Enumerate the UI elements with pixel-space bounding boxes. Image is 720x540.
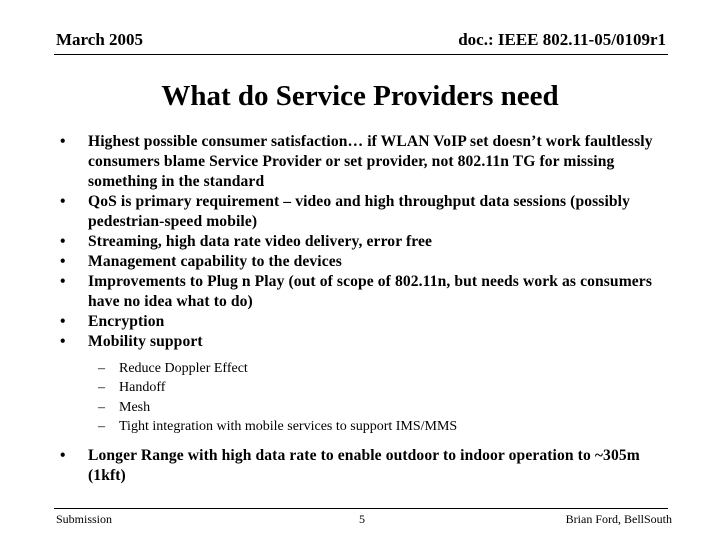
bullet-item — [60, 192, 680, 232]
bullet-text: Streaming, high data rate video delivery, error free — [88, 233, 433, 250]
bullet-icon: • — [60, 333, 66, 350]
bullet-text: QoS is primary requirement – video and high throughput data sessions (possibly pedestrian-speed mobile) — [88, 193, 630, 230]
bullet-icon: • — [60, 253, 66, 270]
bullet-icon: • — [60, 233, 66, 250]
header-date: March 2005 — [56, 30, 144, 49]
sub-bullet-item — [60, 378, 680, 397]
header-doc-id: doc.: IEEE 802.11-05/0109r1 — [458, 30, 666, 49]
dash-icon: – — [98, 399, 105, 415]
sub-bullet-item — [60, 417, 680, 436]
footer-author: Brian Ford, BellSouth — [565, 512, 672, 526]
bullet-item — [60, 332, 680, 352]
bullet-text: Mobility support — [88, 333, 203, 350]
footer-page-number: 5 — [359, 512, 365, 526]
bullet-list — [60, 132, 680, 486]
bullet-text: Improvements to Plug n Play (out of scope of 802.11n, but needs work as consumers have no idea what to do) — [88, 273, 652, 310]
bullet-text: Encryption — [88, 313, 165, 330]
footer-rule — [54, 508, 668, 509]
sub-bullet-item — [60, 359, 680, 378]
sub-bullet-item — [60, 398, 680, 417]
bullet-icon: • — [60, 447, 66, 465]
slide-title: What do Service Providers need — [161, 80, 559, 112]
bullet-text: Management capability to the devices — [88, 253, 342, 270]
dash-icon: – — [98, 361, 105, 376]
bullet-icon: • — [60, 133, 66, 150]
bullet-item — [60, 272, 680, 312]
bullet-icon: • — [60, 273, 66, 290]
footer-submission: Submission — [56, 512, 113, 526]
bullet-text: Longer Range with high data rate to enable outdoor to indoor operation to ~305m (1kft) — [88, 447, 640, 485]
bullet-icon: • — [60, 193, 66, 210]
sub-bullet-text: Tight integration with mobile services to support IMS/MMS — [119, 418, 458, 434]
bullet-item — [60, 252, 680, 272]
bullet-item — [60, 232, 680, 252]
dash-icon: – — [98, 380, 105, 396]
header-rule — [54, 54, 668, 55]
sub-bullet-list — [60, 359, 680, 436]
sub-bullet-text: Handoff — [119, 380, 166, 396]
bullet-item — [60, 132, 680, 192]
sub-bullet-text: Mesh — [119, 399, 151, 415]
bullet-icon: • — [60, 313, 66, 330]
bullet-text: Highest possible consumer satisfaction… if WLAN VoIP set doesn’t work faultlessly consumers blame Service Provider or set provider, not 802.11n TG for missing something in the standard — [88, 133, 653, 190]
sub-bullet-text: Reduce Doppler Effect — [119, 361, 248, 376]
dash-icon: – — [98, 418, 105, 434]
bullet-item — [60, 312, 680, 332]
bullet-item — [60, 446, 680, 486]
